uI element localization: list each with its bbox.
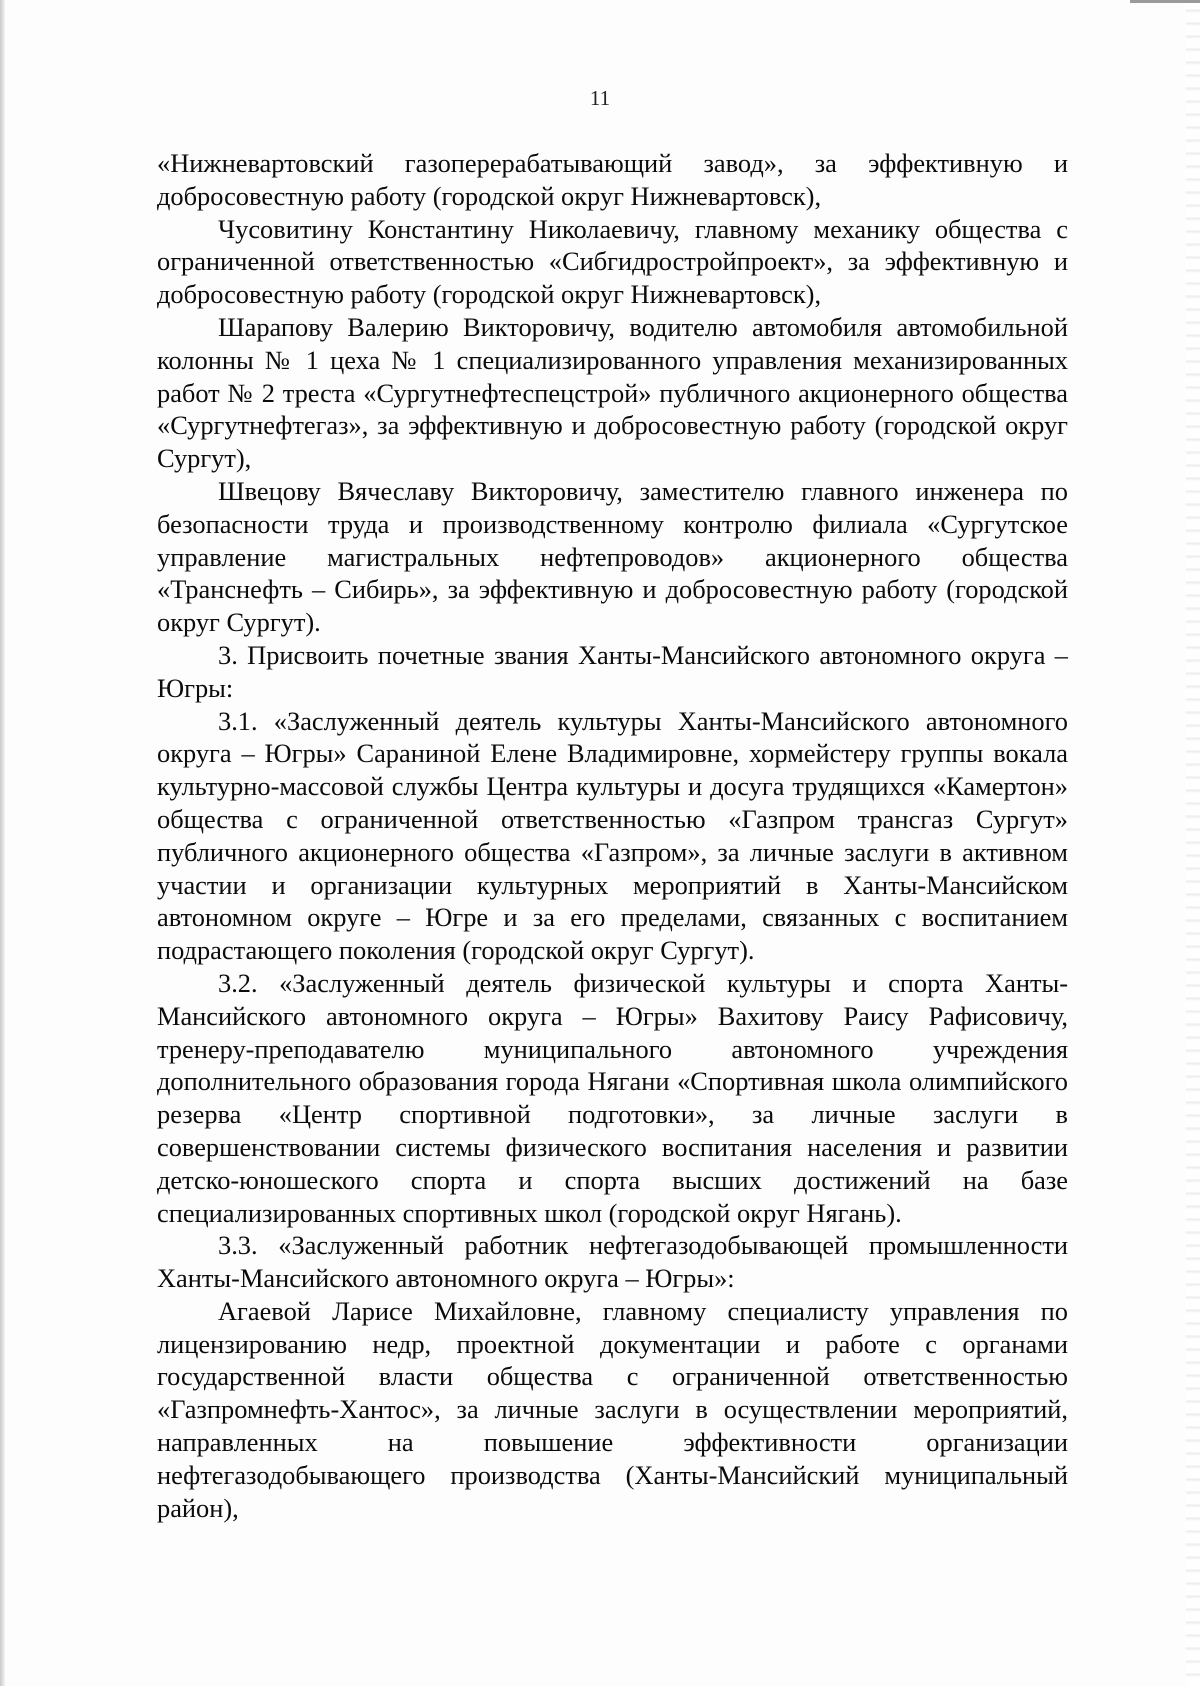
paragraph-chusovitin: Чусовитину Константину Николаевичу, главному механику общества с ограниченной ответственностью «Сибгидростройпроект», за эффективную и добросовестную работу (городской округ Нижневартовск), bbox=[157, 213, 1068, 310]
paragraph-nizhnevartovsk-plant: «Нижневартовский газоперерабатывающий завод», за эффективную и добросовестную работу (городской округ Нижневартовск), bbox=[157, 148, 1068, 211]
scan-right-edge bbox=[1186, 0, 1200, 1686]
scan-left-edge bbox=[0, 0, 5, 1686]
page-number: 11 bbox=[589, 86, 611, 110]
paragraph-sharapov: Шарапову Валерию Викторовичу, водителю автомобиля автомобильной колонны № 1 цеха № 1 специализированного управления механизированных работ № 2 треста «Сургутнефтеспецстрой» публичного акционерного общества «Сургутнефтегаз», за эффективную и добросовестную работу (городской округ Сургут), bbox=[157, 311, 1068, 474]
document-body bbox=[157, 147, 1068, 1524]
scan-top-mark bbox=[1130, 0, 1200, 3]
paragraph-shvetsov: Швецову Вячеславу Викторовичу, заместителю главного инженера по безопасности труда и производственному контролю филиала «Сургутское управление магистральных нефтепроводов» акционерного общества «Транснефть – Сибирь», за эффективную и добросовестную работу (городской округ Сургут). bbox=[157, 475, 1068, 638]
paragraph-section-3: 3. Присвоить почетные звания Ханты-Мансийского автономного округа – Югры: bbox=[157, 639, 1068, 703]
paragraph-section-3-2: 3.2. «Заслуженный деятель физической культуры и спорта Ханты-Мансийского автономного округа – Югры» Вахитову Раису Рафисовичу, тренеру-преподавателю муниципального автономного учреждения дополнительного образования города Нягани «Спортивная школа олимпийского резерва «Центр спортивной подготовки», за личные заслуги в совершенствовании системы физического воспитания населения и развитии детско-юношеского спорта и спорта высших достижений на базе специализированных спортивных школ (городской округ Нягань). bbox=[157, 967, 1068, 1228]
paragraph-agaeva: Агаевой Ларисе Михайловне, главному специалисту управления по лицензированию недр, проектной документации и работе с органами государственной власти общества с ограниченной ответственностью «Газпромнефть-Хантос», за личные заслуги в осуществлении мероприятий, направленных на повышение эффективности организации нефтегазодобывающего производства (Ханты-Мансийский муниципальный район), bbox=[157, 1295, 1068, 1523]
paragraph-section-3-1: 3.1. «Заслуженный деятель культуры Ханты-Мансийского автономного округа – Югры» Сараниной Елене Владимировне, хормейстеру группы вокала культурно-массовой службы Центра культуры и досуга трудящихся «Камертон» общества с ограниченной ответственностью «Газпром трансгаз Сургут» публичного акционерного общества «Газпром», за личные заслуги в активном участии и организации культурных мероприятий в Ханты-Мансийском автономном округе – Югре и за его пределами, связанных с воспитанием подрастающего поколения (городской округ Сургут). bbox=[157, 705, 1068, 966]
paragraph-section-3-3: 3.3. «Заслуженный работник нефтегазодобывающей промышленности Ханты-Мансийского автономного округа – Югры»: bbox=[157, 1230, 1068, 1294]
